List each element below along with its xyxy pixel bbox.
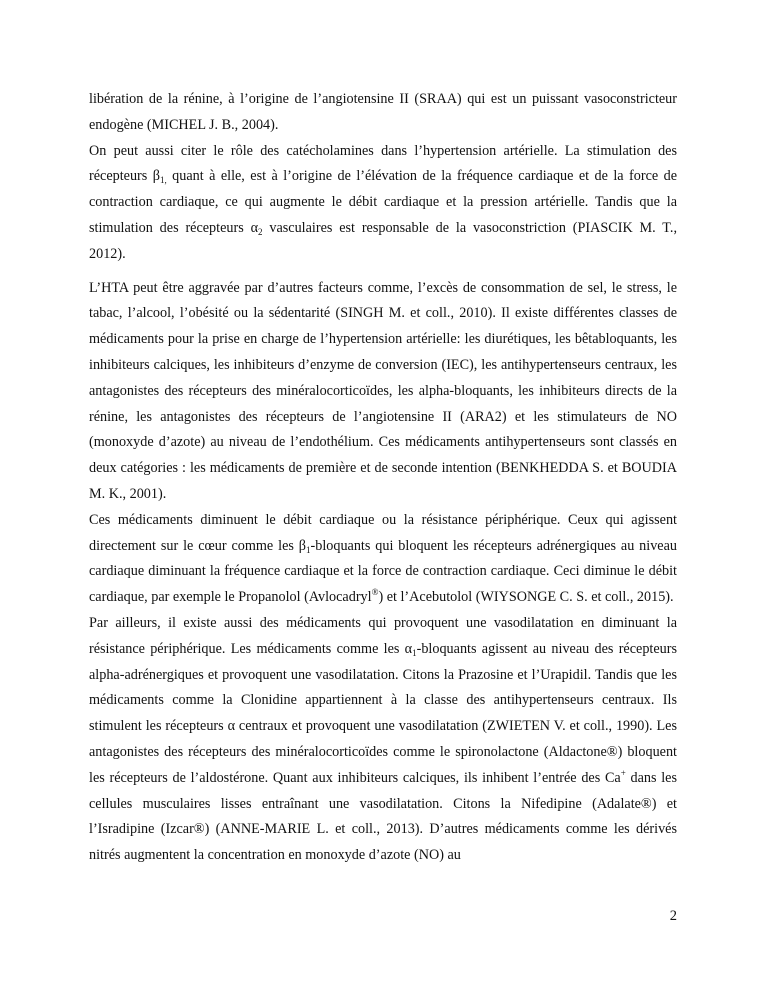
paragraph-4-text-a: Ces médicaments diminuent le débit cardiaque ou la résistance périphérique. Ceux qui agissent directement sur le cœur comme les β <box>89 511 677 554</box>
page-number: 2 <box>669 908 677 924</box>
paragraph-5-text-c: dans les cellules musculaires lisses entraînant une vasodilatation. Citons la Nifedipine (Adalate®) et l’Isradipine (Izcar®) (ANNE-MARIE L. et coll., 2013). D’autres médicaments comme les dérivés nitrés augmentent la concentration en monoxyde d’azote (NO) au <box>89 769 677 864</box>
calcium-charge-superscript: + <box>620 767 626 778</box>
paragraph-4 <box>89 508 677 611</box>
paragraph-2 <box>89 139 677 268</box>
beta-1-subscript: 1, <box>159 175 167 186</box>
paragraph-4-text-b: -bloquants qui bloquent les récepteurs adrénergiques au niveau cardiaque diminuant la fréquence cardiaque et la force de contraction cardiaque. Ceci diminue le débit cardiaque, par exemple le Propanolol (Avlocadryl <box>89 537 677 606</box>
alpha-1-subscript: 1 <box>412 647 417 658</box>
paragraph-2-text-a: On peut aussi citer le rôle des catécholamines dans l’hypertension artérielle. La stimulation des récepteurs β <box>89 142 677 185</box>
registered-superscript: ® <box>371 587 379 598</box>
paragraph-3 <box>89 276 677 508</box>
paragraph-2-text-b: quant à elle, est à l’origine de l’élévation de la fréquence cardiaque et de la force de contraction cardiaque, ce qui augmente le débit cardiaque et la pression artérielle. Tandis que la stimulation des récepteurs α <box>89 168 677 236</box>
paragraph-2-text-c: vasculaires est responsable de la vasoconstriction (PIASCIK M. T., 2012). <box>89 219 677 262</box>
paragraph-5 <box>89 611 677 869</box>
body-text <box>89 87 677 869</box>
alpha-2-subscript: 2 <box>258 226 263 237</box>
beta-1-subscript: 1 <box>306 544 311 555</box>
paragraph-5-text-a: Par ailleurs, il existe aussi des médicaments qui provoquent une vasodilatation en diminuant la résistance périphérique. Les médicaments comme les α <box>89 614 677 657</box>
paragraph-1-text: libération de la rénine, à l’origine de l’angiotensine II (SRAA) qui est un puissant vasoconstricteur endogène (MICHEL J. B., 2004). <box>89 91 677 133</box>
paragraph-1 <box>89 87 677 139</box>
paragraph-4-text-c: ) et l’Acebutolol (WIYSONGE C. S. et coll., 2015). <box>378 589 674 606</box>
paragraph-5-text-b: -bloquants agissent au niveau des récepteurs alpha-adrénergiques et provoquent une vasodilatation. Citons la Prazosine et l’Urapidil. Tandis que les médicaments comme la Clonidine appartiennent à la classe des antihypertenseurs centraux. Ils stimulent les récepteurs α centraux et provoquent une vasodilatation (ZWIETEN V. et coll., 1990). Les antagonistes des récepteurs des minéralocorticoïdes comme le spironolactone (Aldactone®) bloquent les récepteurs de l’aldostérone. Quant aux inhibiteurs calciques, ils inhibent l’entrée des Ca <box>89 640 677 786</box>
paragraph-3-text: L’HTA peut être aggravée par d’autres facteurs comme, l’excès de consommation de sel, le stress, le tabac, l’alcool, l’obésité ou la sédentarité (SINGH M. et coll., 2010). Il existe différentes classes de médicaments pour la prise en charge de l’hypertension artérielle: les diurétiques, les bêtabloquants, les inhibiteurs calciques, les inhibiteurs d’enzyme de conversion (IEC), les antihypertenseurs centraux, les antagonistes des récepteurs des minéralocorticoïdes, les alpha-bloquants, les inhibiteurs directs de la rénine, les antagonistes des récepteurs de l’angiotensine II (ARA2) et les stimulateurs de NO (monoxyde d’azote) au niveau de l’endothélium. Ces médicaments antihypertenseurs sont classés en deux catégories : les médicaments de première et de seconde intention (BENKHEDDA S. et BOUDIA M. K., 2001). <box>89 279 677 502</box>
